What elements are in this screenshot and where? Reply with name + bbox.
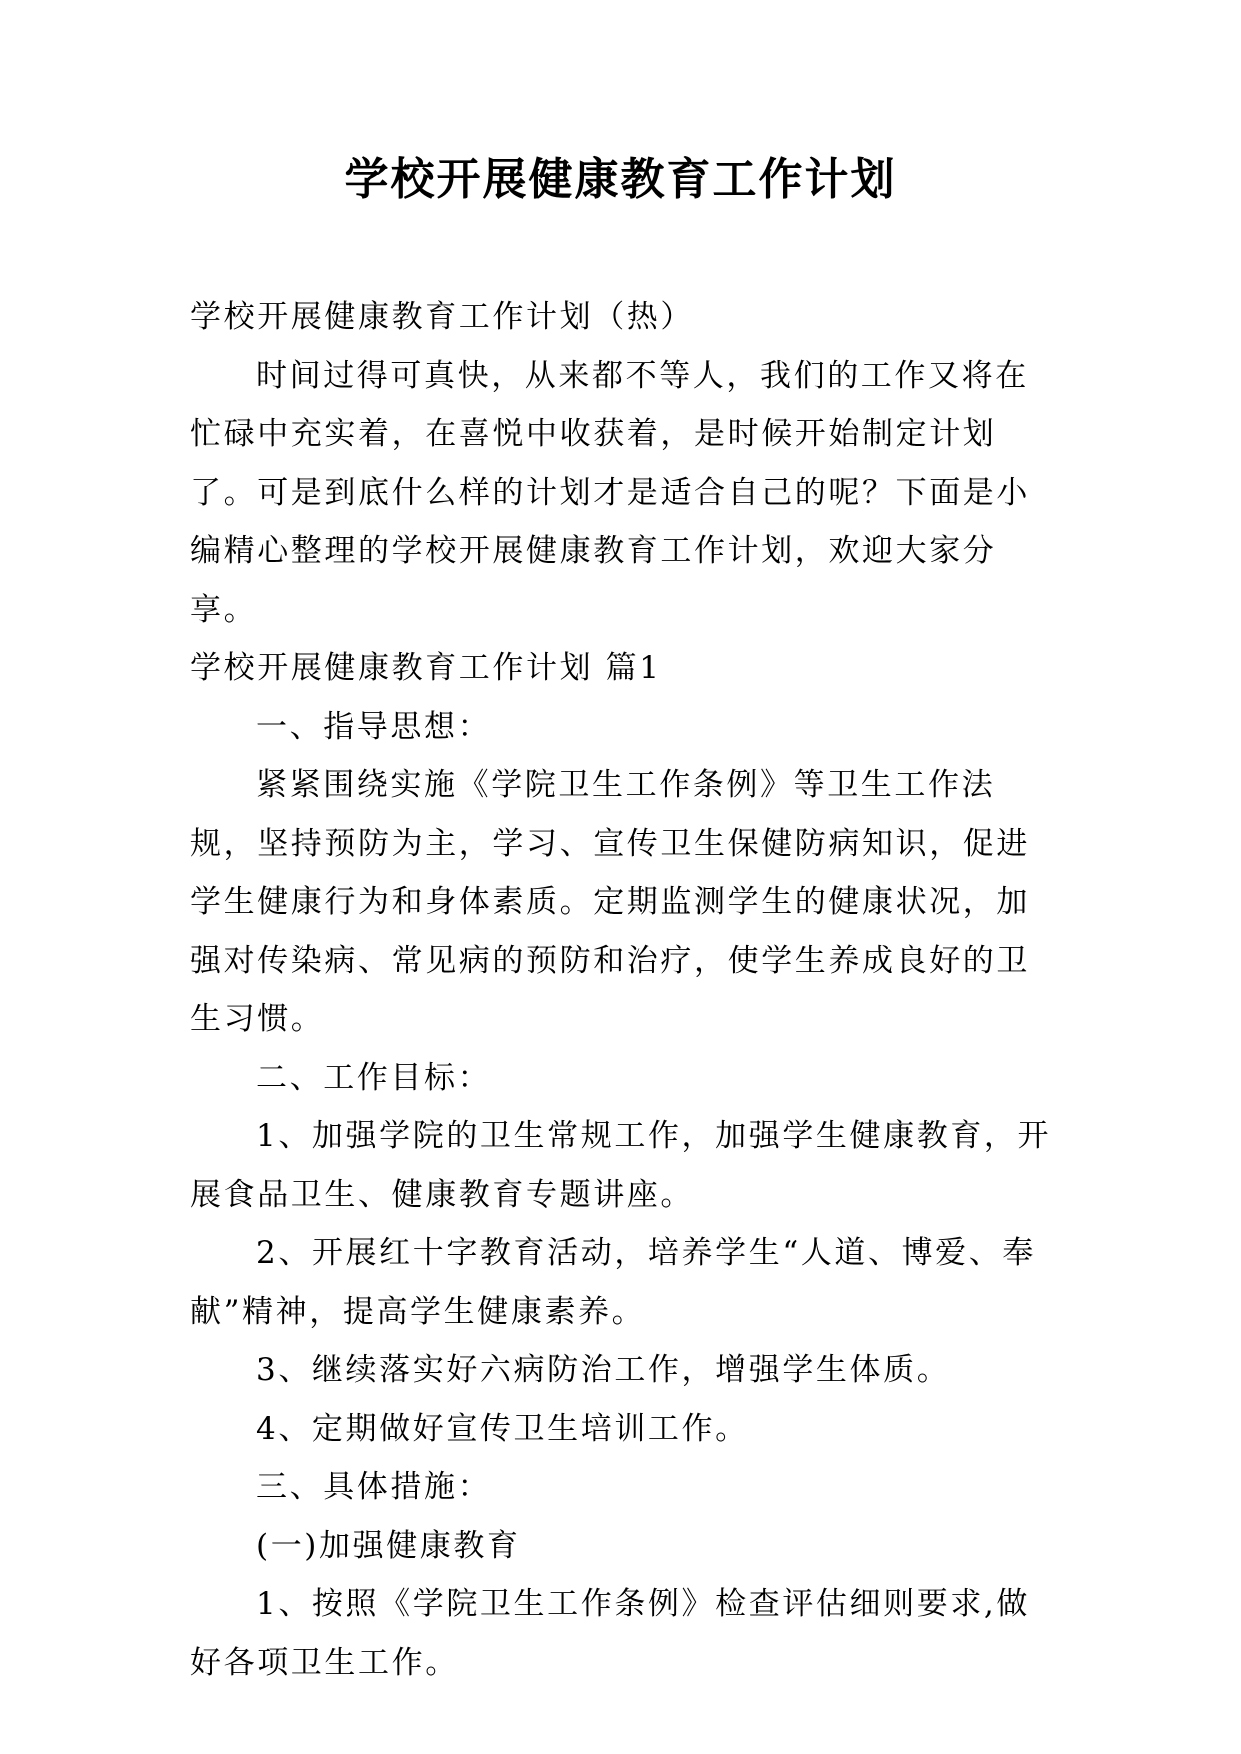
document-body bbox=[190, 288, 1052, 1692]
paragraph-goal-1: 1、加强学院的卫生常规工作，加强学生健康教育，开展食品卫生、健康教育专题讲座。 bbox=[190, 1118, 1052, 1213]
paragraph-intro: 时间过得可真快，从来都不等人，我们的工作又将在忙碌中充实着，在喜悦中收获着，是时候开始制定计划了。可是到底什么样的计划才是适合自己的呢？下面是小编精心整理的学校开展健康教育工作计划，欢迎大家分享。 bbox=[190, 357, 1030, 628]
document-title: 学校开展健康教育工作计划 bbox=[344, 154, 897, 205]
paragraph-goal-2: 2、开展红十字教育活动，培养学生“人道、博爱、奉献”精神，提高学生健康素养。 bbox=[190, 1235, 1036, 1330]
paragraph-measure-1: 1、按照《学院卫生工作条例》检查评估细则要求,做好各项卫生工作。 bbox=[190, 1586, 1030, 1681]
paragraph-subtitle: 学校开展健康教育工作计划（热） bbox=[190, 299, 694, 335]
paragraph-goal-4: 4、定期做好宣传卫生培训工作。 bbox=[256, 1410, 749, 1447]
paragraph-goal-3: 3、继续落实好六病防治工作，增强学生体质。 bbox=[256, 1352, 951, 1388]
paragraph-subheading-health-education: (一)加强健康教育 bbox=[256, 1527, 521, 1564]
paragraph-section-heading: 学校开展健康教育工作计划 篇1 bbox=[190, 650, 662, 686]
paragraph-heading-guiding-idea: 一、指导思想： bbox=[256, 708, 492, 745]
paragraph-heading-measures: 三、具体措施： bbox=[256, 1469, 492, 1505]
paragraph-guiding-idea: 紧紧围绕实施《学院卫生工作条例》等卫生工作法规，坚持预防为主，学习、宣传卫生保健防病知识，促进学生健康行为和身体素质。定期监测学生的健康状况，加强对传染病、常见病的预防和治疗，使学生养成良好的卫生习惯。 bbox=[190, 767, 1030, 1037]
paragraph-heading-goals: 二、工作目标： bbox=[256, 1059, 492, 1096]
